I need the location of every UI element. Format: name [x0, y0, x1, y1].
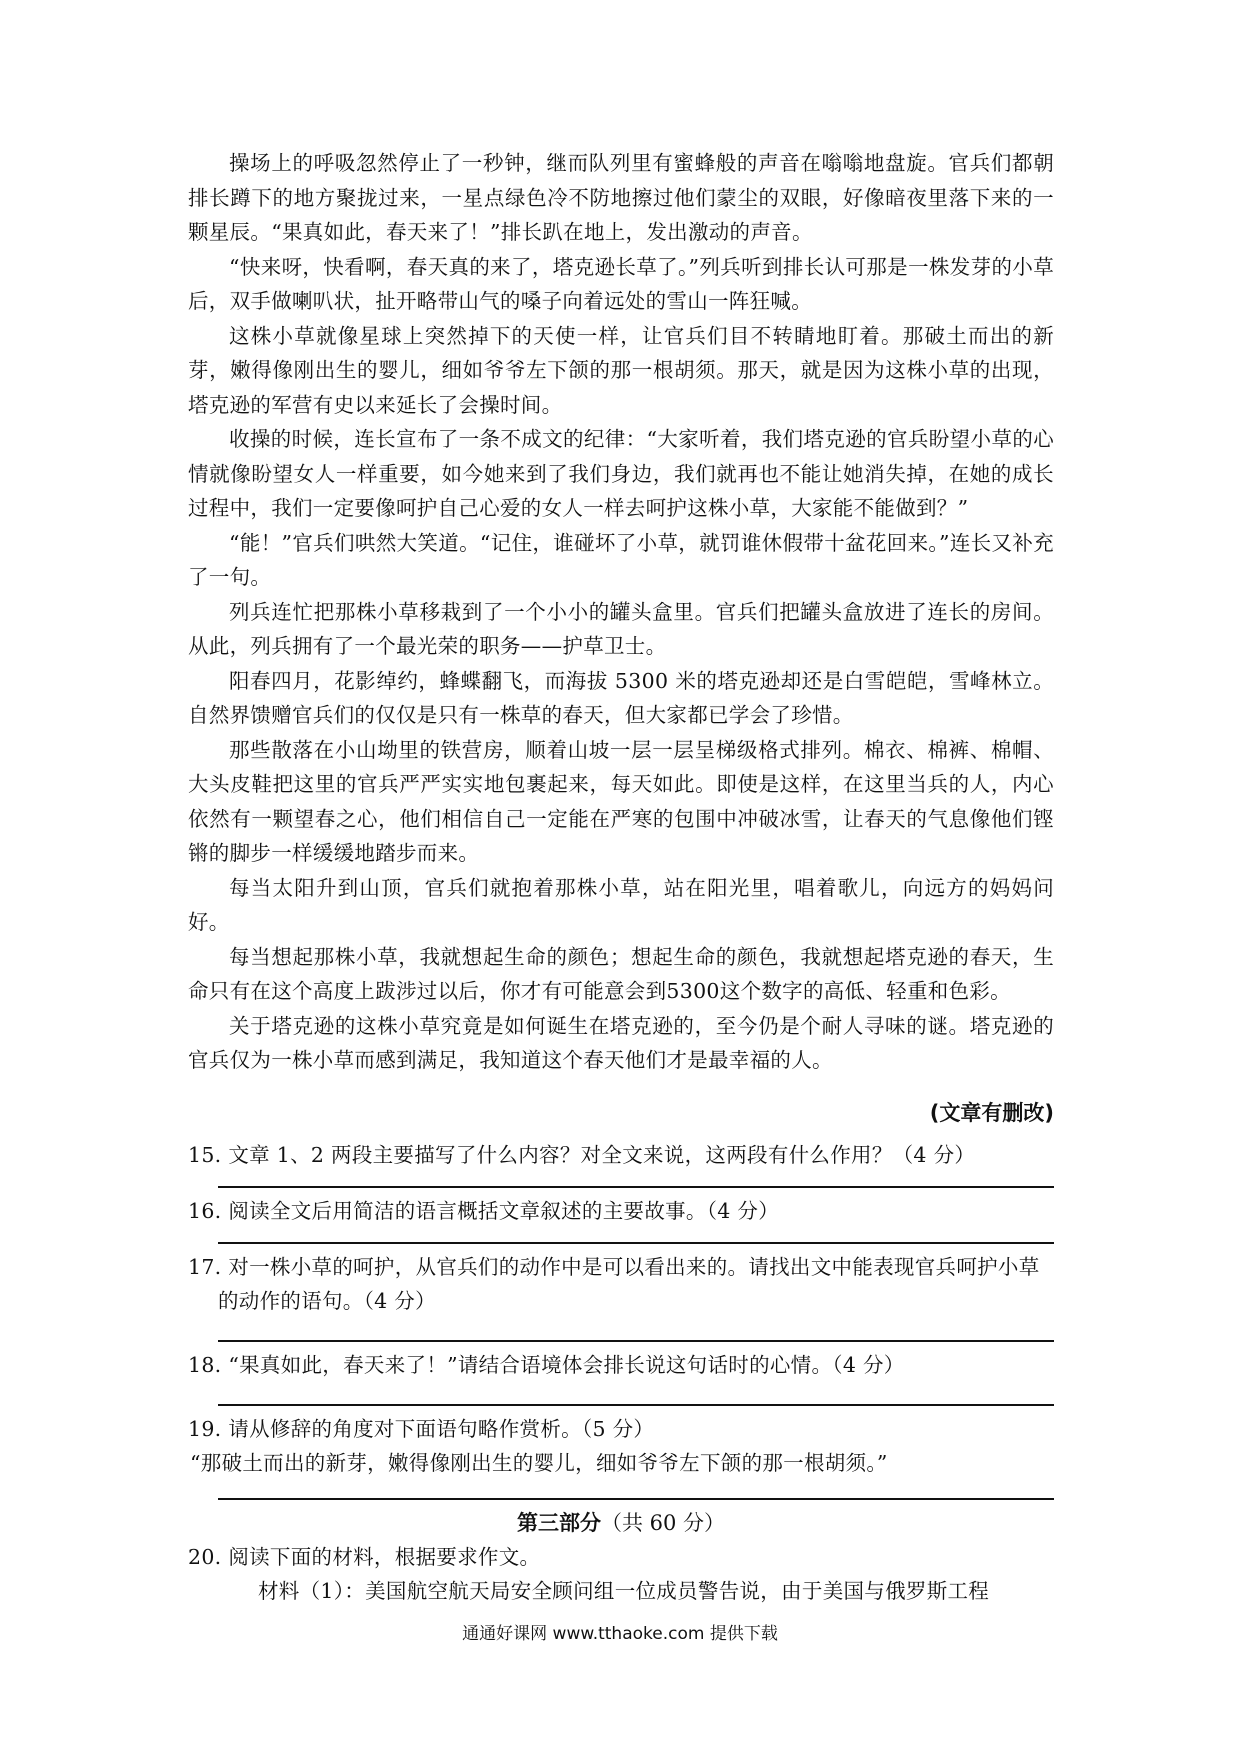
- article: [188, 146, 1054, 1130]
- section-name: 第三部分: [516, 1510, 601, 1535]
- article-paragraph: 阳春四月，花影绰约，蜂蝶翻飞，而海拔 5300 米的塔克逊却还是白雪皑皑，雪峰林立。自然界馈赠官兵们的仅仅是只有一株草的春天，但大家都已学会了珍惜。: [188, 668, 1054, 727]
- article-paragraph: “快来呀，快看啊，春天真的来了，塔克逊长草了。”列兵听到排长认可那是一株发芽的小草后，双手做喇叭状，扯开略带山气的嗓子向着远处的雪山一阵狂喊。: [188, 254, 1054, 313]
- page-content: [188, 146, 1054, 1608]
- article-paragraph: “能！”官兵们哄然大笑道。“记住，谁碰坏了小草，就罚谁休假带十盆花回来。”连长又补充了一句。: [188, 530, 1054, 589]
- article-paragraph: 收操的时候，连长宣布了一条不成文的纪律：“大家听着，我们塔克逊的官兵盼望小草的心情就像盼望女人一样重要，如今她来到了我们身边，我们就再也不能让她消失掉，在她的成长过程中，我们一定要像呵护自己心爱的女人一样去呵护这株小草，大家能不能做到？”: [188, 427, 1054, 520]
- article-paragraph: 关于塔克逊的这株小草究竟是如何诞生在塔克逊的，至今仍是个耐人寻味的谜。塔克逊的官兵仅为一株小草而感到满足，我知道这个春天他们才是最幸福的人。: [188, 1013, 1054, 1072]
- question-17: [188, 1250, 1054, 1342]
- question-text: 18. “果真如此，春天来了！”请结合语境体会排长说这句话时的心情。（4 分）: [188, 1352, 905, 1377]
- question-19: [188, 1412, 1054, 1500]
- question-text: 17. 对一株小草的呵护，从官兵们的动作中是可以看出来的。请找出文中能表现官兵呵护小草的动作的语句。（4 分）: [188, 1254, 1040, 1313]
- material-text: 材料（1）：美国航空航天局安全顾问组一位成员警告说，由于美国与俄罗斯工程: [258, 1578, 990, 1603]
- question-20: [188, 1540, 1054, 1608]
- question-text: 15. 文章 1、2 两段主要描写了什么内容？对全文来说，这两段有什么作用？（4 分）: [188, 1142, 976, 1167]
- article-paragraph: 列兵连忙把那株小草移栽到了一个小小的罐头盒里。官兵们把罐头盒放进了连长的房间。从此，列兵拥有了一个最光荣的职务——护草卫士。: [188, 599, 1054, 658]
- question-16: [188, 1194, 1054, 1244]
- question-text: 16. 阅读全文后用简洁的语言概括文章叙述的主要故事。（4 分）: [188, 1198, 780, 1223]
- article-paragraph: 操场上的呼吸忽然停止了一秒钟，继而队列里有蜜蜂般的声音在嗡嗡地盘旋。官兵们都朝排长蹲下的地方聚拢过来，一星点绿色冷不防地擦过他们蒙尘的双眼，好像暗夜里落下来的一颗星辰。“果真如此，春天来了！”排长趴在地上，发出激动的声音。: [188, 151, 1054, 244]
- answer-line[interactable]: [218, 1498, 1054, 1500]
- source-note: (文章有删改): [929, 1100, 1054, 1125]
- question-text: 19. 请从修辞的角度对下面语句略作赏析。（5 分）: [188, 1416, 655, 1441]
- question-15: [188, 1138, 1054, 1188]
- section-score: （共 60 分）: [600, 1510, 726, 1535]
- article-paragraph: 那些散落在小山坳里的铁营房，顺着山坡一层一层呈梯级格式排列。棉衣、棉裤、棉帽、大头皮鞋把这里的官兵严严实实地包裹起来，每天如此。即使是这样，在这里当兵的人，内心依然有一颗望春之心，他们相信自己一定能在严寒的包围中冲破冰雪，让春天的气息像他们铿锵的脚步一样缓缓地踏步而来。: [188, 737, 1054, 865]
- article-paragraph: 每当太阳升到山顶，官兵们就抱着那株小草，站在阳光里，唱着歌儿，向远方的妈妈问好。: [188, 875, 1054, 934]
- page-footer: 通通好课网 www.tthaoke.com 提供下载: [462, 1624, 778, 1644]
- article-paragraph: 每当想起那株小草，我就想起生命的颜色；想起生命的颜色，我就想起塔克逊的春天，生命只有在这个高度上跋涉过以后，你才有可能意会到5300这个数字的高低、轻重和色彩。: [188, 944, 1054, 1003]
- quoted-sentence: “那破土而出的新芽，嫩得像刚出生的婴儿，细如爷爷左下颌的那一根胡须。”: [190, 1450, 888, 1475]
- section-title: [188, 1506, 1054, 1540]
- question-18: [188, 1348, 1054, 1406]
- question-text: 20. 阅读下面的材料，根据要求作文。: [188, 1544, 541, 1569]
- article-paragraph: 这株小草就像星球上突然掉下的天使一样，让官兵们目不转睛地盯着。那破土而出的新芽，嫩得像刚出生的婴儿，细如爷爷左下颌的那一根胡须。那天，就是因为这株小草的出现，塔克逊的军营有史以来延长了会操时间。: [188, 323, 1054, 417]
